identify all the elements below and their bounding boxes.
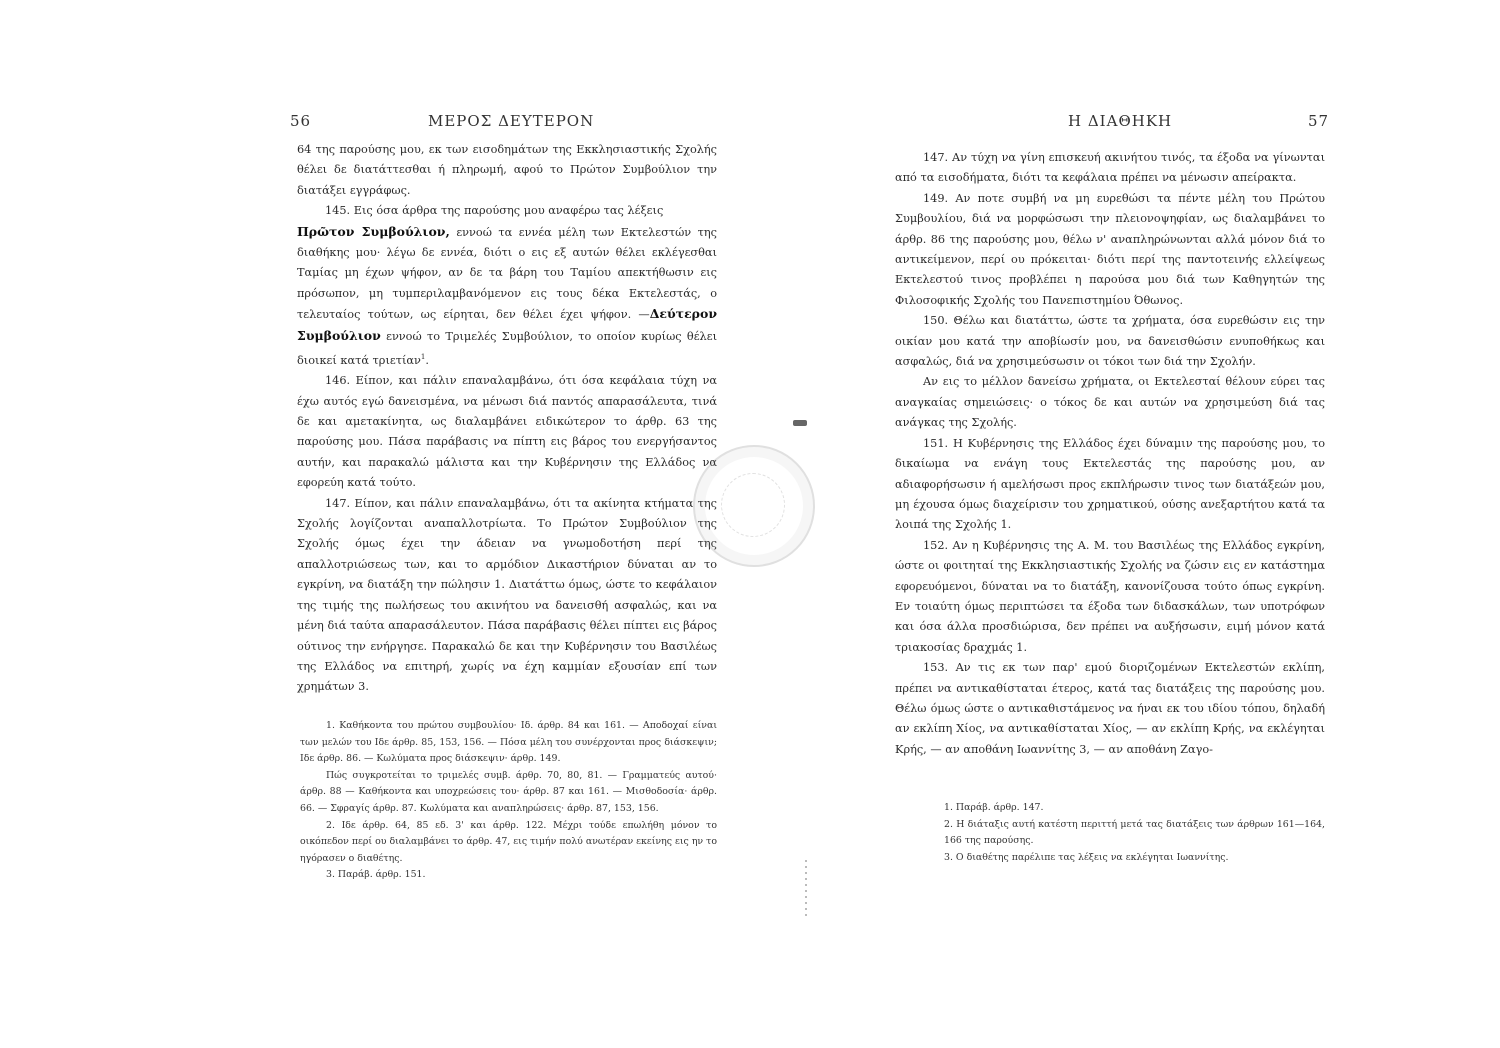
footnote: Πώς συγκροτείται το τριμελές συμβ. άρθρ. 70, 80, 81. — Γραμματεύς αυτού· άρθρ. 88 — Καθήκοντα και υποχρεώσεις του· άρθρ. 87 και 161. — Μισθοδοσία· άρθρ. 66. — Σφραγίς άρθρ. 87. Κωλύματα και αναπληρώσεις· άρθρ. 87, 153, 156.: [300, 769, 717, 814]
paragraph: 151. Η Κυβέρνησις της Ελλάδος έχει δύναμιν της παρούσης μου, το δικαίωμα να ενάγη τους Εκτελεστάς της παρούσης μου, αν αδιαφορήσωσιν ή αμελήσωσι προς εκπλήρωσιν τινος των διατάξεών μου, μη έχουσα όμως διαχείρισιν του χρηματικού, ούσης ανεξαρτήτου κατά τα λοιπά της Σχολής 1.: [895, 436, 1325, 532]
paragraph: 150. Θέλω και διατάττω, ώστε τα χρήματα, όσα ευρεθώσιν εις την οικίαν μου κατά την αποβίωσίν μου, να δανεισθώσιν ενυποθήκως και ασφαλώς, διά να χρησιμεύσωσιν οι τόκοι των διά την Σχολήν.: [895, 314, 1325, 369]
right-footnotes: [930, 800, 1325, 866]
paragraph: Πρῶτον Συμβούλιον, εννοώ τα εννέα μέλη των Εκτελεστών της διαθήκης μου· λέγω δε εννέα, διότι ο εις εξ αυτών θέλει εκλέγεσθαι Ταμίας μη έχων ψήφον, αν δε τα βάρη του Ταμίου απεκτήθωσιν εις πρόσωπον, μη τυμπεριλαμβανόμενον εις τους δέκα Εκτελεστάς, ο τελευταίος τούτων, ως είρηται, δεν θέλει έχει ψήφον. —Δεύτερον Συμβούλιον εννοώ το Τριμελές Συμβούλιον, το οποίον κυρίως θέλει διοικεί κατά τριετίαν$^1$.: [297, 223, 717, 367]
paragraph: 146. Είπον, και πάλιν επαναλαμβάνω, ότι όσα κεφάλαια τύχη να έχω αυτός εγώ δανεισμένα, να μένωσι διά παντός απαρασάλευτα, τινά δε και αμετακίνητα, ως διαλαμβάνει ειδικώτερον το άρθρ. 63 της παρούσης μου. Πάσα παράβασις να πίπτη εις βάρος του ενεργήσαντος αυτήν, και παρακαλώ μάλιστα και την Κυβέρνησιν της Ελλάδος να εφορεύη κατά τούτο.: [297, 374, 717, 490]
footnote: 1. Καθήκοντα του πρώτου συμβουλίου· Ιδ. άρθρ. 84 και 161. — Αποδοχαί είναι των μελών του Ιδε άρθρ. 85, 153, 156. — Πόσα μέλη του συνέρχονται προς διάσκεψιν; Ιδε άρθρ. 86. — Κωλύματα προς διάσκεψιν· άρθρ. 149.: [300, 720, 717, 765]
footnote: 2. Ιδε άρθρ. 64, 85 εδ. 3' και άρθρ. 122. Μέχρι τούδε επωλήθη μόνον το οικόπεδον περί ου διαλαμβάνει το άρθρ. 47, εις τιμήν πολύ ανωτέραν εκείνης εις ην το ηγόρασεν ο διαθέτης.: [300, 819, 717, 864]
paragraph: 147. Είπον, και πάλιν επαναλαμβάνω, ότι τα ακίνητα κτήματα της Σχολής λογίζονται αναπαλλοτρίωτα. Το Πρώτον Συμβούλιον της Σχολής όμως έχει την άδειαν να γνωμοδοτήση περί της απαλλοτριώσεως των, και το αρμόδιον Δικαστήριον δύναται αν το εγκρίνη, να διατάξη την πώλησιν 1. Διατάττω όμως, ώστε το κεφάλαιον της τιμής της πωλήσεως του ακινήτου να δανεισθή ασφαλώς, και να μένη διά ταύτα απαρασάλευτον. Πάσα παράβασις θέλει πίπτει εις βάρος ούτινος την ενήργησε. Παρακαλώ δε και την Κυβέρνησιν του Βασιλέως της Ελλάδος να επιτηρή, χωρίς να έχη καμμίαν εξουσίαν επί των χρημάτων 3.: [297, 496, 717, 694]
left-running-header: ΜΕΡΟΣ ΔΕΥΤΕΡΟΝ: [428, 112, 595, 130]
right-body-text: [895, 148, 1325, 760]
paragraph: 149. Αν ποτε συμβή να μη ευρεθώσι τα πέντε μέλη του Πρώτου Συμβουλίου, διά να μορφώσωσι την πλειονοψηφίαν, ως διαλαμβάνει το άρθρ. 86 της παρούσης μου, θέλω ν' αναπληρώνωνται αλλά μόνον διά το αντικείμενον, περί ου πρόκειται· διότι περί της παντοτεινής ελλείψεως Εκτελεστού τινος προβλέπει η παρούσα μου διά των Καθηγητών της Φιλοσοφικής Σχολής του Πανεπιστημίου Όθωνος.: [895, 191, 1325, 307]
footnote: 3. Παράβ. άρθρ. 151.: [326, 869, 426, 881]
right-page-number: 57: [1308, 112, 1330, 130]
paragraph: 152. Αν η Κυβέρνησις της Α. Μ. του Βασιλέως της Ελλάδος εγκρίνη, ώστε οι φοιτηταί της Εκκλησιαστικής Σχολής να ζώσιν εις εν κατάστημα εφορευόμενοι, δύναται να το διατάξη, κανονίζουσα τούτο όπως εγκρίνη. Εν τοιαύτη όμως περιπτώσει τα έξοδα των διδασκάλων, των υποτρόφων και όσα άλλα προσδιώρισα, δεν πρέπει να αυξήσωσιν, ειμή μόνον κατά τριακοσίας δραχμάς 1.: [895, 538, 1325, 654]
paragraph-text: εννοώ τα εννέα μέλη των Εκτελεστών της διαθήκης μου· λέγω δε εννέα, διότι ο εις εξ αυτών θέλει εκλέγεσθαι Ταμίας μη έχων ψήφον, αν δε τα βάρη του Ταμίου απεκτήθωσιν εις πρόσωπον, μη τυμπεριλαμβανόμενον εις τους δέκα Εκτελεστάς, ο τελευταίος τούτων, ως είρηται, δεν θέλει έχει ψήφον. —: [297, 225, 717, 322]
footnote: 3. Ο διαθέτης παρέλιπε τας λέξεις να εκλέγηται Ιωαννίτης.: [944, 851, 1229, 863]
left-footnotes: [300, 718, 717, 884]
right-running-header: Η ΔΙΑΘΗΚΗ: [1068, 112, 1173, 130]
paragraph: 145. Εις όσα άρθρα της παρούσης μου αναφέρω τας λέξεις: [325, 204, 664, 218]
bold-term: Δεύτερον Συμβούλιον: [297, 306, 717, 343]
paragraph-text: εννοώ το Τριμελές Συμβούλιον, το οποίον κυρίως θέλει διοικεί κατά τριετίαν: [297, 329, 717, 367]
left-body-text: [297, 140, 717, 698]
right-page: [750, 0, 1500, 1048]
paragraph: 153. Αν τις εκ των παρ' εμού διοριζομένων Εκτελεστών εκλίπη, πρέπει να αντικαθίσταται έτερος, κατά τας διατάξεις της παρούσης μου. Θέλω όμως ώστε ο αντικαθιστάμενος να ήναι εκ του ιδίου τόπου, δηλαδή αν εκλίπη Χίος, να αντικαθίσταται Χίος, — αν εκλίπη Κρής, να εκλέγηται Κρής, — αν αποθάνη Ιωαννίτης 3, — αν αποθάνη Ζαγο-: [895, 661, 1325, 756]
paragraph: 64 της παρούσης μου, εκ των εισοδημάτων της Εκκλησιαστικής Σχολής θέλει δε διατάττεσθαι ή πληρωμή, αφού το Πρώτον Συμβούλιον την διατάξει εγγράφως.: [297, 143, 717, 197]
left-page-number: 56: [290, 112, 312, 130]
footnote: 1. Παράβ. άρθρ. 147.: [944, 802, 1044, 813]
paragraph: 147. Αν τύχη να γίνη επισκευή ακινήτου τινός, τα έξοδα να γίνωνται από τα εισοδήματα, διότι τα κεφάλαια πρέπει να μένωσιν απείρακτα.: [895, 151, 1325, 185]
footnote: 2. Η διάταξις αυτή κατέστη περιττή μετά τας διατάξεις των άρθρων 161—164, 166 της παρούσης.: [944, 818, 1325, 847]
bold-term: Πρῶτον Συμβούλιον,: [297, 223, 450, 239]
paragraph: Αν εις το μέλλον δανείσω χρήματα, οι Εκτελεσταί θέλουν εύρει τας αναγκαίας σημειώσεις· ο τόκος δε και αυτών να χρησιμεύση διά τας ανάγκας της Σχολής.: [895, 375, 1325, 430]
